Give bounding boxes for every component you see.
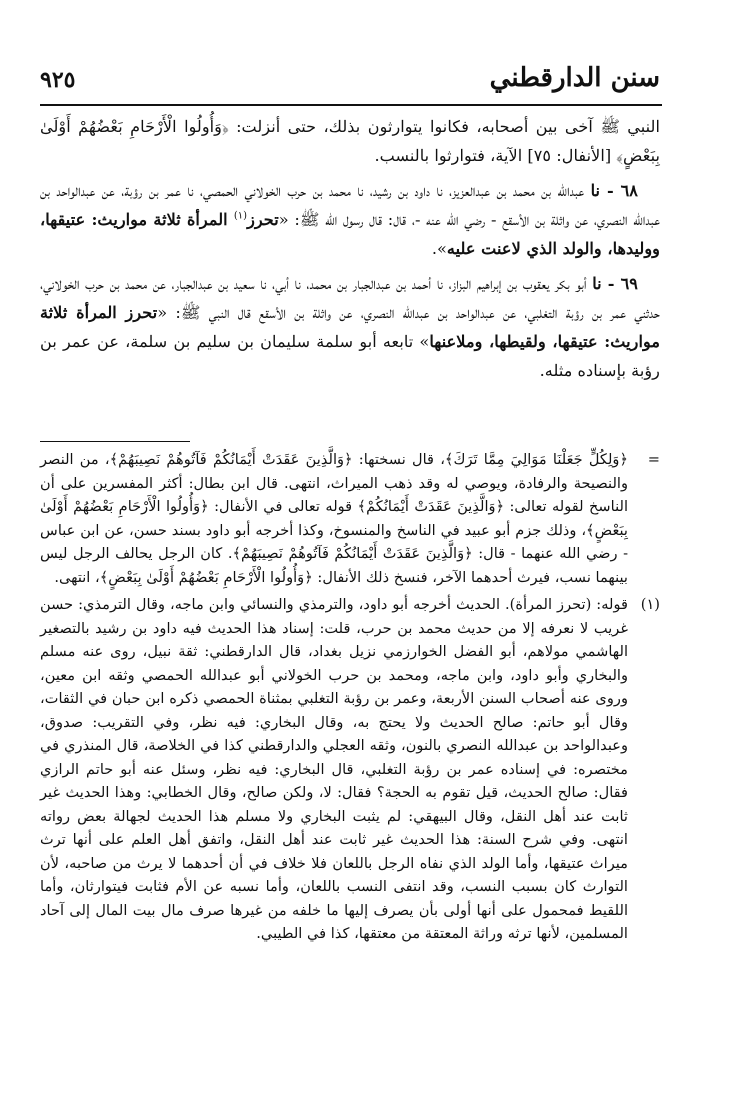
hadith-69-matn: تحرز المرأة ثلاثة مواريث: عتيقها، ولقيطها، وملاعنها [40,303,660,351]
hadith-68-number: ٦٨ - نا [590,181,638,200]
hadith-68-end: ». [431,239,447,258]
hadith-68-isnad: عبدالله بن محمد بن عبدالعزيز، نا داود بن رشيد، نا محمد بن حرب الخولاني الحمصي، نا عمر بن رؤبة، عن عبدالواحد بن عبدالله النصري، عن واثلة بن الأسقع - رضي الله عنه -، قال: قال رسول الله ﷺ: « [40,181,660,229]
hadith-69-number: ٦٩ - نا [592,274,638,293]
hadith-68-matn-start: تحرز [247,210,279,229]
footnote-continuation-text: ﴿وَلِكُلٍّ جَعَلْنَا مَوَالِيَ مِمَّا تَرَكَ﴾، قال نسختها: ﴿وَالَّذِينَ عَقَدَتْ أَيْمَانُكُمْ فَآتُوهُمْ نَصِيبَهُمْ﴾، من النصر والنصيحة والرفادة، ويوصي له وقد ذهب الميراث، انتهى. قال ابن بطال: أكثر المفسرين على أن الناسخ لقوله تعالى: ﴿وَالَّذِينَ عَقَدَتْ أَيْمَانُكُمْ﴾ قوله تعالى في الأنفال: ﴿وَأُولُوا الْأَرْحَامِ بَعْضُهُمْ أَوْلَىٰ بِبَعْضٍ﴾، وذلك جزم أبو عبيد في الناسخ والمنسوخ، وكذا أخرجه أبو داود بسند حسن، عن ابن عباس - رضي الله عنهما - قال: ﴿وَالَّذِينَ عَقَدَتْ أَيْمَانُكُمْ فَآتُوهُمْ نَصِيبَهُمْ﴾. كان الرجل يحالف الرجل ليس بينهما نسب، فيرث أحدهما الآخر، فنسخ ذلك الأنفال: ﴿وَأُولُوا الْأَرْحَامِ بَعْضُهُمْ أَوْلَىٰ بِبَعْضٍ﴾، انتهى. [40,451,628,586]
header-divider [40,104,662,106]
hadith-69 [40,269,660,385]
hadith-68-matn: المرأة ثلاثة مواريث: عتيقها، ووليدها، والولد الذي لاعنت عليه [40,210,660,258]
continuation-marker: = [647,451,660,468]
footnote-ref-1: (١) [233,210,248,222]
footnotes [40,448,660,946]
page-header [40,60,660,100]
footnote-continuation [40,448,660,589]
book-title: سنن الدارقطني [489,63,660,93]
page-number: ٩٢٥ [40,67,76,93]
footnote-1-text: قوله: (تحرز المرأة). الحديث أخرجه أبو داود، والترمذي والنسائي وابن ماجه، وقال الترمذي: حسن غريب لا نعرفه إلا من حديث محمد بن حرب، قلت: إسناد هذا الحديث فيه داود بن رشيد بالتصغير الهاشمي مولاهم، أبو الفضل الخوارزمي نزيل بغداد، قال الدارقطني: ثقة نبيل، روى عنه مسلم والبخاري وأبو داود، وابن ماجه، ومحمد بن حرب الخولاني أبو عبدالله الحمصي وثقه ابن معين، وروى عنه أصحاب السنن الأربعة، وعمر بن رؤبة التغلبي بمثناة الحمصي ذكره ابن حبان في الثقات، وقال أبو حاتم: صالح الحديث ولا يحتج به، وقال البخاري: فيه نظر، وفي التقريب: صدوق، وعبدالواحد بن عبدالله النصري بالنون، وثقه العجلي والدارقطني كذا في الخلاصة، قال المنذري في مختصره: في إسناده عمر بن رؤبة التغلبي، قال البخاري: فيه نظر، وسئل عنه أبو حاتم الرازي فقال: صالح الحديث، قيل تقوم به الحجة؟ فقال: لا، ولكن صالح، وقال الخطابي: وهذا الحديث غير ثابت عند أهل النقل، وقال البيهقي: لم يثبت البخاري ولا مسلم هذا الحديث لجهالة بعض رواته انتهى. وفي شرح السنة: هذا الحديث غير ثابت عند أهل النقل، واتفق أهل العلم على أنها ترث ميراث عتيقها، وأما الولد الذي نفاه الرجل باللعان فلا خلاف في أن أحدهما لا يرث من صاحبه، لأن التوارث كان بسبب النسب، وقد انتفى النسب باللعان، وأما نسبه عن الأم فثابت فيتوارثان، وأما اللقيط فمحمول على أنها أولى بأن يصرف إليها ما خلفه من غيرها صرف مال بيت المال إلى آحاد المسلمين، لأنها ترثه وراثة المعتقة من معتقها، كذا في الطيبي. [40,596,628,942]
hadith-69-end: » تابعه أبو سلمة سليمان بن سليم بن سلمة، عن عمر بن رؤبة بإسناده مثله. [40,332,660,380]
footnote-divider [40,441,190,442]
footnote-1 [40,593,660,946]
footnote-1-marker: (١) [640,596,660,613]
hadith-68 [40,176,660,263]
paragraph-continuation: النبي ﷺ آخى بين أصحابه، فكانوا يتوارثون بذلك، حتى أنزلت: ﴿وَأُولُوا الْأَرْحَامِ بَعْضُهُمْ أَوْلَىٰ بِبَعْضٍ﴾ [الأنفال: ٧٥] الآية، فتوارثوا بالنسب. [40,117,660,165]
main-text [40,112,660,391]
hadith-69-isnad: أبو بكر يعقوب بن إبراهيم البزاز، نا أحمد بن عبدالجبار بن محمد، نا أبي، نا سعيد بن عبدالجبار، عن محمد بن حرب الخولاني، حدثني عمر بن رؤبة التغلبي، عن عبدالواحد بن عبدالله النصري، عن واثلة بن الأسقع قال النبي ﷺ: « [40,274,660,322]
